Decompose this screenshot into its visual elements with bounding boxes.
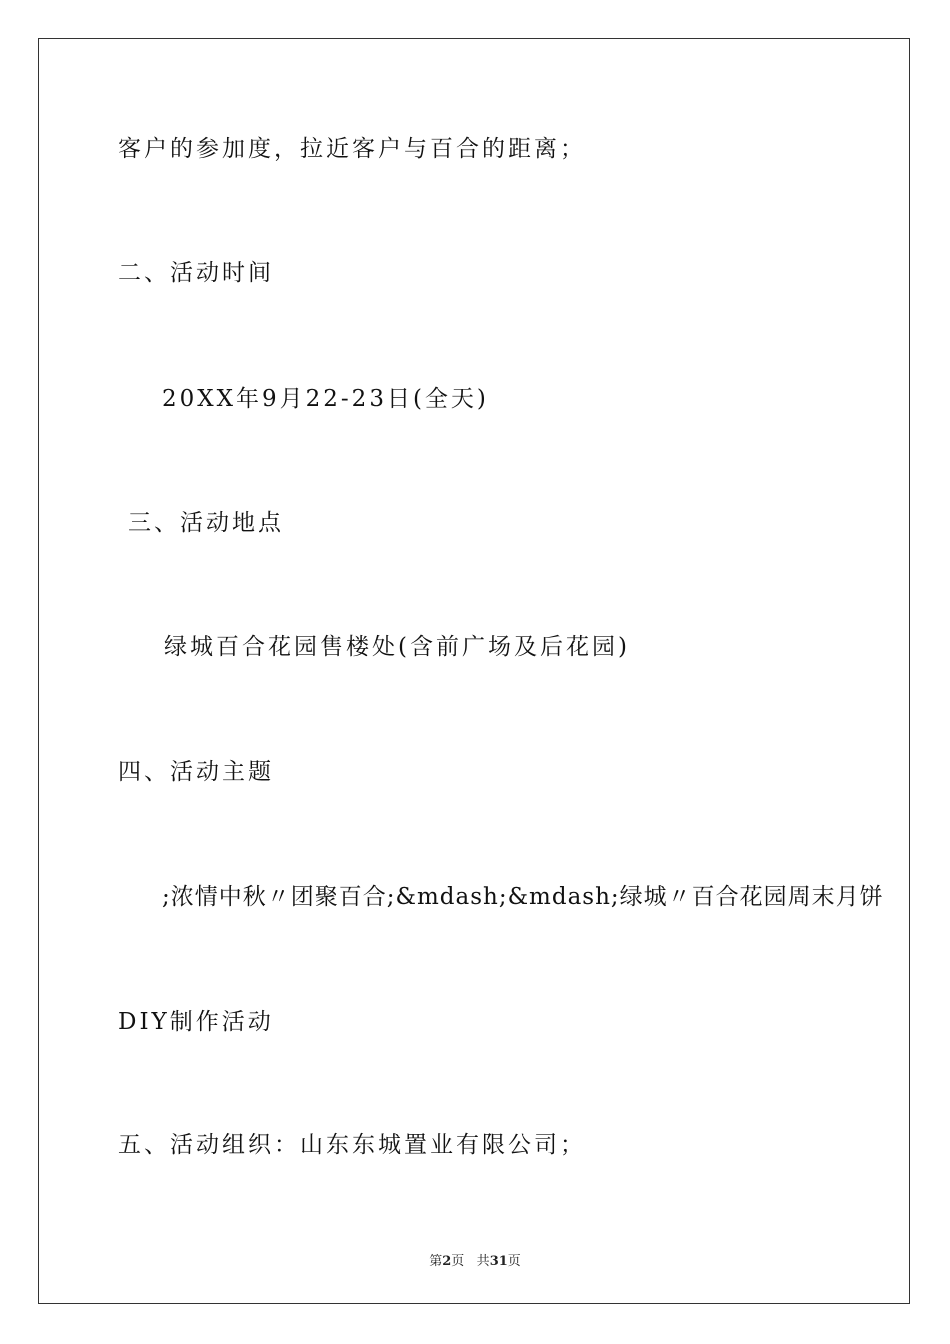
total-pages: 31 [489, 1254, 508, 1269]
event-date-text: 20XX年9月22-23日(全天) [162, 386, 489, 412]
section-heading-organizer: 五、活动组织：山东东城置业有限公司； [118, 1132, 586, 1158]
page-number: 2 [442, 1254, 452, 1269]
total-prefix: 共 [476, 1254, 490, 1269]
page-footer [0, 1250, 950, 1269]
event-theme-text: ;浓情中秋〃团聚百合;&mdash;&mdash;绿城〃百合花园周末月饼 [162, 884, 884, 910]
page-prefix: 第 [429, 1254, 443, 1269]
section-heading-time: 二、活动时间 [118, 260, 274, 286]
section-heading-theme: 四、活动主题 [118, 759, 274, 785]
event-location-text: 绿城百合花园售楼处(含前广场及后花园) [164, 634, 630, 660]
section-heading-location: 三、活动地点 [128, 510, 284, 536]
event-theme-text-continued: DIY制作活动 [118, 1009, 274, 1035]
total-suffix: 页 [507, 1254, 521, 1269]
page-border [38, 38, 910, 1304]
page-suffix: 页 [451, 1254, 465, 1269]
body-text-line: 客户的参加度，拉近客户与百合的距离； [118, 136, 586, 162]
